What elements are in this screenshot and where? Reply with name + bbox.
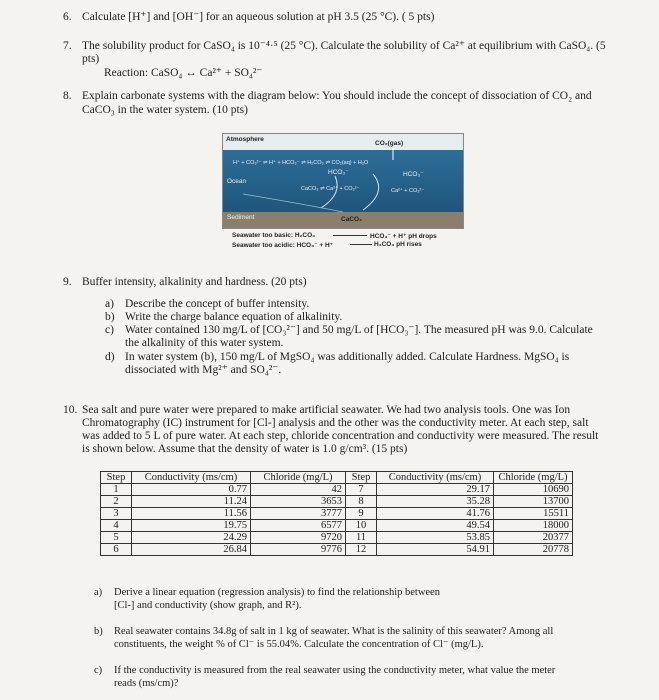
cell-chloride: 15511: [494, 508, 573, 520]
cell-chloride: 3653: [251, 496, 346, 508]
cell-step: 2: [101, 496, 132, 508]
cell-conductivity: 24.29: [132, 532, 251, 544]
diagram-co2-gas: CO₂(gas): [375, 140, 404, 147]
cell-conductivity: 19.75: [132, 520, 251, 532]
q10-line: is shown below. Assume that the density of water is 1.0 g/cm³. (15 pts): [82, 443, 408, 455]
q9-item-text2: the alkalinity of this water system.: [125, 337, 284, 349]
q10-part-line2: reads (ms/cm)?: [114, 678, 179, 689]
q7-number: 7.: [63, 40, 72, 52]
header-chloride: Chloride (mg/L): [494, 472, 573, 484]
diagram-eq-mid: CaCO₃ ⇌ Ca²⁺ + CO₃²⁻: [301, 186, 360, 192]
cell-conductivity: 41.76: [377, 508, 494, 520]
cell-chloride: 6577: [251, 520, 346, 532]
legend1-right: HCO₃⁻ + H⁺ pH drops: [370, 233, 437, 240]
cell-chloride: 13700: [494, 496, 573, 508]
cell-conductivity: 29.17: [377, 484, 494, 496]
q9-title: Buffer intensity, alkalinity and hardness. (20 pts): [82, 276, 307, 288]
legend1-left: Seawater too basic: H₂CO₃: [232, 232, 316, 239]
q10-part-label: c): [94, 665, 103, 676]
q10-part-line1: Real seawater contains 34.8g of salt in 1 kg of seawater. What is the salinity of this seawater? Among all: [114, 626, 554, 637]
cell-step: 5: [101, 532, 132, 544]
header-conductivity: Conductivity (ms/cm): [132, 472, 251, 484]
q8-number: 8.: [63, 90, 72, 102]
cell-conductivity: 53.85: [377, 532, 494, 544]
header-step: Step: [101, 472, 132, 484]
diagram-eq-right: Ca²⁺ + CO₃²⁻: [391, 188, 425, 194]
q8-line1: Explain carbonate systems with the diagram below: You should include the concept of dissociation of CO₂ and: [82, 90, 592, 102]
cell-chloride: 9776: [251, 544, 346, 556]
cell-step: 12: [346, 544, 377, 556]
carbonate-diagram: [222, 133, 464, 229]
q6-text: Calculate [H⁺] and [OH⁻] for an aqueous solution at pH 3.5 (25 °C). ( 5 pts): [82, 11, 435, 23]
diagram-hco3-a: HCO₃⁻: [328, 169, 349, 176]
diagram-ocean-label: Ocean: [227, 178, 247, 185]
q7-line2: pts): [82, 53, 100, 65]
cell-step: 7: [346, 484, 377, 496]
q10-part-line2: constituents, the weight % of Cl⁻ is 55.04%. Calculate the concentration of Cl⁻ (mg/L).: [114, 639, 484, 650]
q7-line1: The solubility product for CaSO₄ is 10⁻⁴·⁵ (25 °C). Calculate the solubility of Ca²⁺ at equilibrium with CaSO₄. (5: [82, 40, 606, 52]
cell-step: 4: [101, 520, 132, 532]
q9-item-label: d): [105, 351, 115, 363]
q9-item-text: Water contained 130 mg/L of [CO₃²⁻] and 50 mg/L of [HCO₃⁻]. The measured pH was 9.0. Calculate: [125, 324, 593, 336]
q8-line2: CaCO₃ in the water system. (10 pts): [82, 104, 248, 116]
cell-step: 9: [346, 508, 377, 520]
cell-step: 10: [346, 520, 377, 532]
table-row: [101, 508, 573, 520]
q9-number: 9.: [63, 276, 72, 288]
cell-conductivity: 35.28: [377, 496, 494, 508]
diagram-sediment-label: Sediment: [227, 214, 255, 221]
table-row: [101, 520, 573, 532]
cell-step: 11: [346, 532, 377, 544]
q9-item-label: a): [105, 298, 114, 310]
q9-item-text2: dissociated with Mg²⁺ and SO₄²⁻.: [125, 364, 282, 376]
cell-step: 6: [101, 544, 132, 556]
cell-chloride: 10690: [494, 484, 573, 496]
q9-item-label: b): [105, 311, 115, 323]
q10-part-line1: If the conductivity is measured from the real seawater using the conductivity meter, what value the meter: [114, 665, 556, 676]
cell-chloride: 18000: [494, 520, 573, 532]
cell-chloride: 20778: [494, 544, 573, 556]
q10-line: was added to 5 L of pure water. At each step, chloride concentration and conductivity were measured. The result: [82, 430, 599, 442]
header-step: Step: [346, 472, 377, 484]
data-table: [100, 471, 573, 556]
table-row: [101, 496, 573, 508]
q9-item-text: In water system (b), 150 mg/L of MgSO₄ was additionally added. Calculate Hardness. MgSO₄ is: [125, 351, 570, 363]
cell-step: 3: [101, 508, 132, 520]
legend2-arrow: [350, 244, 372, 245]
q9-item-label: c): [105, 324, 114, 336]
header-chloride: Chloride (mg/L): [251, 472, 346, 484]
q10-part-label: b): [94, 626, 103, 637]
cell-chloride: 20377: [494, 532, 573, 544]
q10-part-line2: [Cl-] and conductivity (show graph, and R²).: [114, 600, 302, 611]
diagram-caco3-label: CaCO₃: [341, 216, 363, 223]
q10-part-label: a): [94, 587, 103, 598]
table-header-row: [101, 472, 573, 484]
cell-conductivity: 0.77: [132, 484, 251, 496]
cell-chloride: 9720: [251, 532, 346, 544]
table-row: [101, 484, 573, 496]
cell-conductivity: 26.84: [132, 544, 251, 556]
q10-part-line1: Derive a linear equation (regression analysis) to find the relationship between: [114, 587, 440, 598]
q6-number: 6.: [63, 11, 72, 23]
q10-number: 10.: [63, 404, 78, 416]
legend1-arrow: [333, 235, 367, 236]
q9-item-text: Write the charge balance equation of alkalinity.: [125, 311, 343, 323]
header-conductivity: Conductivity (ms/cm): [377, 472, 494, 484]
cell-step: 8: [346, 496, 377, 508]
q10-line: Chromatography (IC) instrument for [Cl-] analysis and the other was the conductivity meter. At each step, salt: [82, 417, 589, 429]
cell-step: 1: [101, 484, 132, 496]
q10-line: Sea salt and pure water were prepared to make artificial seawater. We had two analysis tools. One was Ion: [82, 404, 571, 416]
cell-chloride: 42: [251, 484, 346, 496]
cell-conductivity: 11.56: [132, 508, 251, 520]
legend2-right: H₂CO₃ pH rises: [374, 241, 422, 248]
cell-chloride: 3777: [251, 508, 346, 520]
cell-conductivity: 11.24: [132, 496, 251, 508]
diagram-hco3-b: HCO₃⁻: [403, 171, 424, 178]
cell-conductivity: 49.54: [377, 520, 494, 532]
legend2-left: Seawater too acidic: HCO₃⁻ + H⁺: [232, 242, 334, 249]
table-row: [101, 532, 573, 544]
table-row: [101, 544, 573, 556]
cell-conductivity: 54.91: [377, 544, 494, 556]
diagram-atmosphere-label: Atmosphere: [226, 136, 264, 143]
diagram-eq-top: H⁺ + CO₃²⁻ ⇌ H⁺ + HCO₃⁻ ⇌ H₂CO₃ ⇌ CO₂(aq) + H₂O: [233, 160, 369, 166]
q9-item-text: Describe the concept of buffer intensity.: [125, 298, 310, 310]
diagram-arrows: [223, 134, 463, 228]
q7-reaction: Reaction: CaSO₄ ↔ Ca²⁺ + SO₄²⁻: [104, 67, 263, 79]
